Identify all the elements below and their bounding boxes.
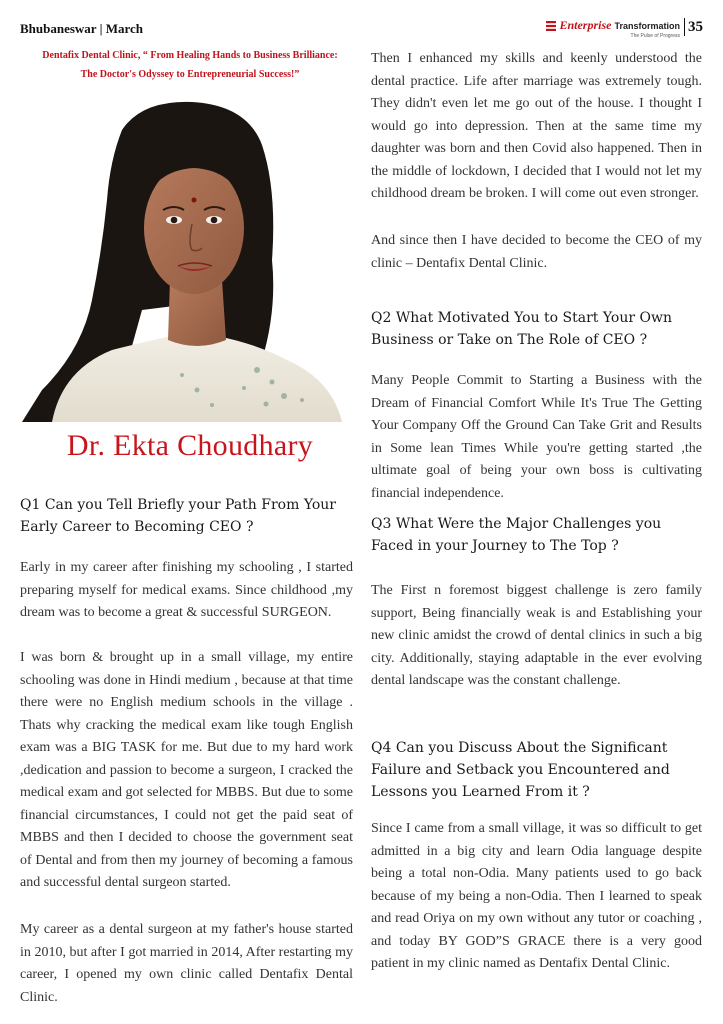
question-2: Q2 What Motivated You to Start Your Own Business or Take on The Role of CEO ? <box>371 310 672 348</box>
kicker-line-2: The Doctor's Odyssey to Entrepreneurial Success!” <box>80 69 300 80</box>
brand-mark-icon <box>546 21 556 31</box>
edition-line: Bhubaneswar | March <box>20 21 144 36</box>
brand-tagline: The Pulse of Progress <box>630 33 680 39</box>
q1-answer-paragraph-5: And since then I have decided to become the CEO of my clinic – Dentafix Dental Clinic. <box>371 233 702 271</box>
profile-name: Dr. Ekta Choudhary <box>66 429 314 462</box>
question-3: Q3 What Were the Major Challenges you Faced in your Journey to The Top ? <box>371 516 662 554</box>
brand-name-secondary: Transformation <box>614 20 680 31</box>
q1-answer-paragraph-1: Early in my career after finishing my schooling , I started preparing myself for medical exams. Since childhood ,my dream was to become a great & successful SURGEON. <box>20 560 353 620</box>
q2-answer: Many People Commit to Starting a Business with the Dream of Financial Comfort While It's True The Getting Your Company Off the Ground Can Take Grit and Results in Some lean Times While you're getting started ,the ultimate goal of being your own boss is cultivating financial independence. <box>371 373 702 501</box>
brand-logo <box>546 18 680 39</box>
kicker-line-1: Dentafix Dental Clinic, “ From Healing Hands to Business Brilliance: <box>42 50 338 61</box>
q1-answer-paragraph-4: Then I enhanced my skills and keenly understood the dental practice. Life after marriage was extremely tough. They didn't even let me go out of the house. I thought I would go into depression. Then at the same time my daughter was born and then Covid also happened. Then in the middle of lockdown, I decided that I would not let my childhood dream be broken. I will come out even stronger. <box>371 51 702 201</box>
q4-answer: Since I came from a small village, it was so difficult to get admitted in a big city and learn Odia language despite being a total non-Odia. Many patients used to go back because of my being a non-Odia. Then I learned to speak and read Oriya on my own without any tutor or coaching , and today BY GOD”S GRACE there is a very good patient in my clinic named as Dentafix Dental Clinic. <box>371 821 702 971</box>
profile-photo <box>22 100 348 422</box>
article-kicker <box>20 46 360 84</box>
page-number: 35 <box>684 18 703 36</box>
q1-answer-paragraph-2: I was born & brought up in a small village, my entire schooling was done in Hindi medium , because at that time there were no English medium schools in the village . Thats why cracking the medical exam like tough English exam was a BIG TASK for me. But due to my hard work ,dedication and passion to become a surgeon, I cracked the medical exam and got selected for MBBS. But due to some financial circumstances, I could not get the paid seat of MBBS and then I decided to choose the government seat of Dental and from then my journey of becoming a famous and successful dental surgeon started. <box>20 650 353 890</box>
question-1: Q1 Can you Tell Briefly your Path From Your Early Career to Becoming CEO ? <box>20 497 336 535</box>
masthead <box>546 18 703 39</box>
brand-name-primary: Enterprise <box>559 18 612 32</box>
q3-answer: The First n foremost biggest challenge is zero family support, Being financially weak is and Establishing your new clinic amidst the crowd of dental clinics in such a big city. Additionally, staying adaptable in the ever evolving dental landscape was the constant challenge. <box>371 583 702 688</box>
question-4: Q4 Can you Discuss About the Significant Failure and Setback you Encountered and Lessons you Learned From it ? <box>371 740 670 800</box>
q1-answer-paragraph-3: My career as a dental surgeon at my father's house started in 2010, but after I got married in 2014, After restarting my career, I opened my own clinic called Dentafix Dental Clinic. <box>20 922 353 1005</box>
